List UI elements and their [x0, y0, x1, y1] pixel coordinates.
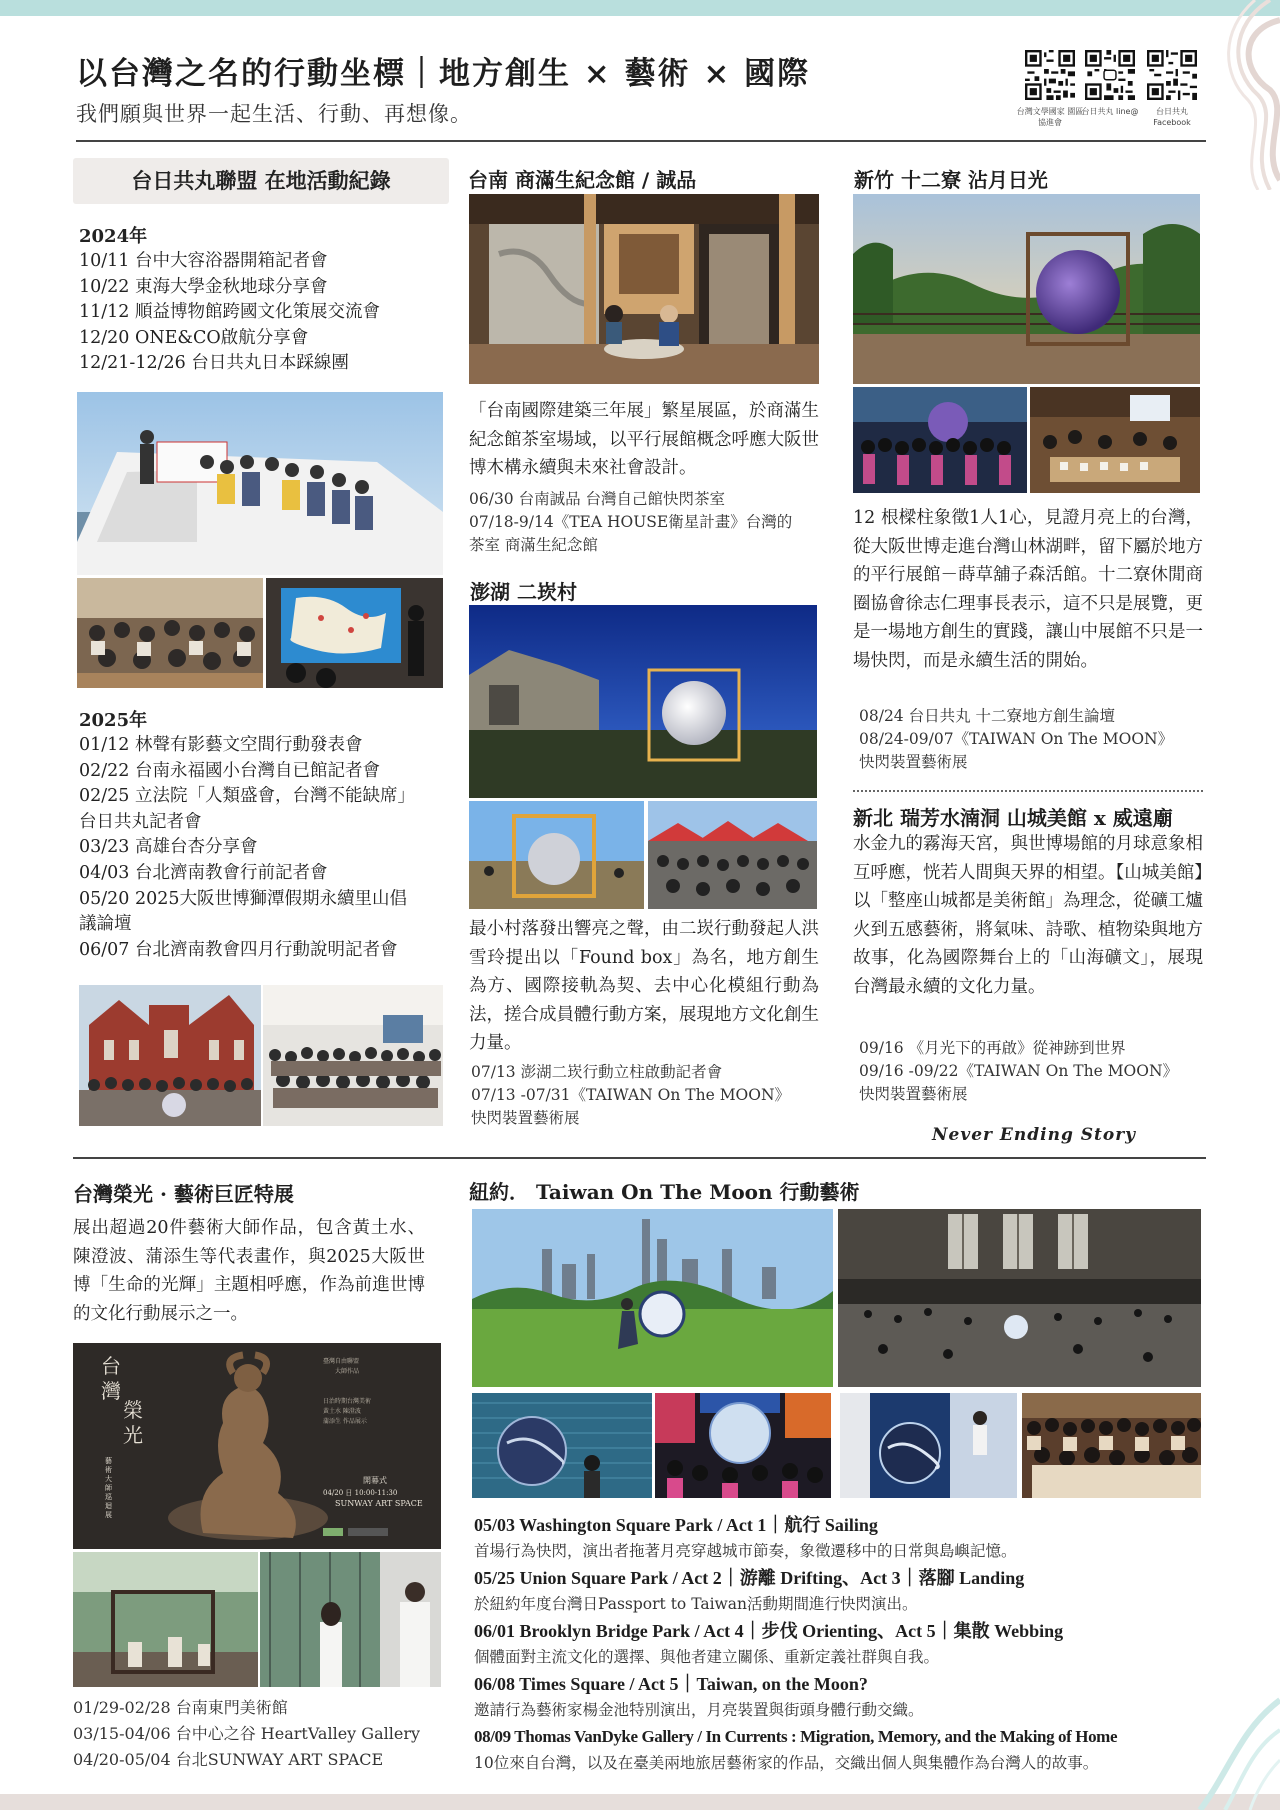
svg-text:師: 師 [105, 1484, 112, 1492]
events-2025-list [79, 733, 415, 963]
qr-caption: 台灣文學國家 園區協進會 [1016, 107, 1084, 127]
year-2024-label: 2024年 [79, 226, 148, 247]
penghu-dates [471, 1061, 790, 1130]
svg-text:光: 光 [123, 1423, 143, 1447]
svg-text:日治時期台灣美術: 日治時期台灣美術 [323, 1398, 372, 1405]
glory-dates [73, 1695, 420, 1773]
list-item: 01/12 林聲有影藝文空間行動發表會 [79, 735, 363, 755]
nyc-grand-central-photo [838, 1209, 1201, 1387]
year-2025-label: 2025年 [79, 710, 148, 731]
tainan-heading: 台南 商滿生紀念館 / 誠品 [468, 168, 697, 192]
qr-code-icon[interactable] [1025, 50, 1075, 100]
nyc-act-description: 首場行為快閃，演出者拖著月亮穿越城市節奏，象徵遷移中的日常與島嶼記憶。 [474, 1542, 1017, 1560]
hsinchu-dates [859, 705, 1173, 774]
presentation-map-photo [266, 578, 443, 688]
list-item: 07/13 -07/31《TAIWAN On The MOON》 [471, 1086, 791, 1104]
penghu-moon-night-photo [469, 605, 817, 798]
events-2024-list [79, 249, 380, 377]
list-item: 07/13 澎湖二崁行動立柱啟動記者會 [471, 1063, 723, 1081]
list-item: 11/12 順益博物館跨國文化策展交流會 [79, 302, 380, 323]
page-title: 以台灣之名的行動坐標｜地方創生 × 藝術 × 國際 [76, 56, 811, 92]
list-item: 議論壇 [79, 914, 132, 935]
gallery-sculpture-photo [260, 1552, 441, 1687]
nyc-act-description: 邀請行為藝術家楊金池特別演出，月亮裝置與街頭身體行動交織。 [474, 1701, 924, 1719]
list-item: 05/20 2025大阪世博獅潭假期永續里山倡 [79, 888, 408, 909]
header-divider [76, 140, 1206, 142]
nyc-heading: 紐約． Taiwan On The Moon 行動藝術 [469, 1180, 860, 1204]
nyc-act-title: 05/03 Washington Square Park / Act 1｜航行 Sailing [474, 1515, 878, 1535]
list-item: 快閃裝置藝術展 [859, 753, 968, 771]
nyc-act-title: 08/09 Thomas VanDyke Gallery / In Currents : Migration, Memory, and the Making of Home [474, 1727, 1118, 1746]
bottom-color-bar [0, 1794, 1280, 1810]
svg-text:臺灣自由聯盟: 臺灣自由聯盟 [323, 1358, 360, 1365]
newtaipei-description: 水金九的霧海天宮，與世博場館的月球意象相互呼應，恍若人間與天界的相望。【山城美館】以「整座山城都是美術館」為理念，從礦工爐火到五感藝術，將氣味、詩歌、植物染與地方故事，化為國際舞台上的「山海礦文」，展現台灣最永續的文化力量。 [853, 834, 1203, 997]
svg-text:迴: 迴 [105, 1502, 112, 1510]
svg-text:展: 展 [105, 1511, 112, 1519]
svg-text:榮: 榮 [123, 1398, 143, 1422]
list-item: 03/15-04/06 台中心之谷 HeartValley Gallery [73, 1724, 421, 1743]
list-item: 茶室 商滿生紀念館 [469, 536, 598, 554]
newtaipei-dates [859, 1037, 1178, 1106]
never-ending-story-tagline: Never Ending Story [932, 1125, 1137, 1145]
list-item: 01/29-02/28 台南東門美術館 [73, 1698, 288, 1717]
svg-text:大: 大 [105, 1475, 112, 1483]
page-subtitle: 我們願與世界一起生活、行動、再想像。 [76, 102, 472, 126]
penghu-description: 最小村落發出響亮之聲，由二崁行動發起人洪雪玲提出以「Found box」為名，地方創生為方、國際接軌為契、去中心化模組行動為法，搓合成員體行動方案，展現地方文化創生力量。 [469, 919, 819, 1054]
list-item: 10/11 台中大容浴器開箱記者會 [79, 251, 328, 271]
nyc-times-square-photo [655, 1393, 831, 1498]
list-item: 12/20 ONE&CO啟航分享會 [79, 327, 309, 348]
glory-description: 展出超過20件藝術大師作品，包含黃土水、陳澄波、蒲添生等代表畫作，與2025大阪世博「生命的光輝」主題相呼應，作為前進世博的文化行動展示之一。 [73, 1218, 425, 1324]
list-item: 04/20-05/04 台北SUNWAY ART SPACE [73, 1750, 384, 1769]
list-item: 02/25 立法院「人類盛會，台灣不能缺席」 [79, 786, 415, 807]
svg-text:灣: 灣 [101, 1379, 121, 1403]
top-color-bar [0, 0, 1280, 16]
hsinchu-night-group-photo [853, 387, 1027, 493]
list-item: 快閃裝置藝術展 [471, 1109, 580, 1127]
svg-text:藝: 藝 [105, 1457, 112, 1465]
glory-exhibition-poster [73, 1343, 441, 1549]
nyc-act-title: 05/25 Union Square Park / Act 2｜游離 Drifting、Act 3｜落腳 Landing [474, 1568, 1025, 1588]
nyc-park-moon-photo [472, 1209, 833, 1387]
list-item: 10/22 東海大學金秋地球分享會 [79, 276, 328, 297]
list-item: 02/22 台南永福國小台灣自已館記者會 [79, 760, 380, 781]
poster-venue-time: 04/20 日 10:00-11:30 [323, 1489, 398, 1497]
list-item: 08/24 台日共丸 十二寮地方創生論壇 [859, 707, 1116, 725]
nyc-act-title: 06/08 Times Square / Act 5｜Taiwan, on the Moon? [474, 1674, 868, 1694]
hsinchu-forum-photo [1030, 387, 1200, 493]
nyc-group-photo [1022, 1393, 1201, 1498]
list-item: 04/03 台北濟南教會行前記者會 [79, 862, 328, 883]
list-item: 09/16 《月光下的再啟》從神跡到世界 [859, 1039, 1126, 1057]
nyc-act-description: 10位來自台灣，以及在臺美兩地旅居藝術家的作品，交織出個人與集體作為台灣人的故事。 [474, 1754, 1099, 1772]
list-item: 06/07 台北濟南教會四月行動說明記者會 [79, 939, 398, 960]
church-group-photo [79, 985, 261, 1126]
list-item: 03/23 高雄台杏分享會 [79, 837, 258, 858]
penghu-market-photo [648, 801, 817, 909]
gallery-interior-photo [73, 1552, 258, 1687]
tainan-dates [469, 488, 792, 557]
meeting-photo [77, 578, 263, 688]
tea-house-photo [469, 194, 819, 384]
list-item: 快閃裝置藝術展 [859, 1085, 968, 1103]
hsinchu-heading: 新竹 十二寮 沾月日光 [854, 168, 1048, 192]
hall-group-photo [263, 985, 443, 1126]
qr-code-line-icon[interactable] [1085, 50, 1135, 100]
qr-code-facebook-icon[interactable] [1147, 50, 1197, 100]
hsinchu-moon-forest-photo [853, 194, 1200, 384]
penghu-frame-photo [469, 801, 644, 909]
svg-text:大師作品: 大師作品 [335, 1368, 360, 1375]
poster-venue-name: SUNWAY ART SPACE [335, 1499, 423, 1508]
qr-caption-line: 台日共丸 line@ [1081, 107, 1139, 116]
svg-text:蒲添生 作品展示: 蒲添生 作品展示 [323, 1418, 367, 1425]
list-item: 12/21-12/26 台日共丸日本踩線團 [79, 353, 349, 374]
nyc-act-title: 06/01 Brooklyn Bridge Park / Act 4｜步伐 Orienting、Act 5｜集散 Webbing [474, 1621, 1064, 1641]
svg-text:術: 術 [105, 1466, 112, 1474]
list-item: 07/18-9/14《TEA HOUSE衛星計畫》台灣的 [469, 513, 793, 531]
newtaipei-heading: 新北 瑞芳水湳洞 山城美館 x 威遠廟 [853, 806, 1173, 830]
list-item: 09/16 -09/22《TAIWAN On The MOON》 [859, 1062, 1179, 1080]
alliance-heading: 台日共丸聯盟 在地活動紀錄 [73, 158, 449, 204]
boat-group-photo [77, 392, 443, 575]
poster-venue-label: 開幕式 [363, 1476, 387, 1485]
svg-text:台: 台 [101, 1354, 121, 1378]
svg-text:黃土水 陳澄波: 黃土水 陳澄波 [323, 1408, 361, 1415]
nyc-act-description: 個體面對主流文化的選擇、與他者建立關係、重新定義社群與自我。 [474, 1648, 940, 1666]
hsinchu-description: 12 根樑柱象徵1人1心，見證月亮上的台灣，從大阪世博走進台灣山林湖畔，留下屬於地方的平行展館－蒔草舖子森活館。十二寮休閒商圈協會徐志仁理事長表示，這不只是展覽，更是一場地方創生的實踐，讓山中展館不只是一場快閃，而是永續生活的開始。 [853, 508, 1203, 671]
list-item: 08/24-09/07《TAIWAN On The MOON》 [859, 730, 1174, 748]
section-dotted-divider [853, 790, 1203, 792]
svg-text:巡: 巡 [105, 1493, 112, 1501]
nyc-gallery-moon-photo [840, 1393, 1017, 1498]
penghu-heading: 澎湖 二崁村 [470, 580, 577, 604]
tainan-description: 「台南國際建築三年展」繁星展區，於商滿生紀念館茶室場域，以平行展館概念呼應大阪世博木構永續與未來社會設計。 [469, 401, 819, 479]
list-item: 06/30 台南誠品 台灣自己館快閃茶室 [469, 490, 726, 508]
mid-divider [73, 1157, 1206, 1159]
qr-caption-facebook: 台日共丸 Facebook [1153, 107, 1191, 127]
nyc-un-building-photo [472, 1393, 652, 1498]
glory-heading: 台灣榮光 · 藝術巨匠特展 [73, 1182, 294, 1206]
list-item: 台日共丸記者會 [79, 811, 202, 832]
nyc-act-description: 於紐約年度台灣日Passport to Taiwan活動期間進行快閃演出。 [474, 1595, 918, 1613]
nyc-acts-list [474, 1512, 1214, 1777]
